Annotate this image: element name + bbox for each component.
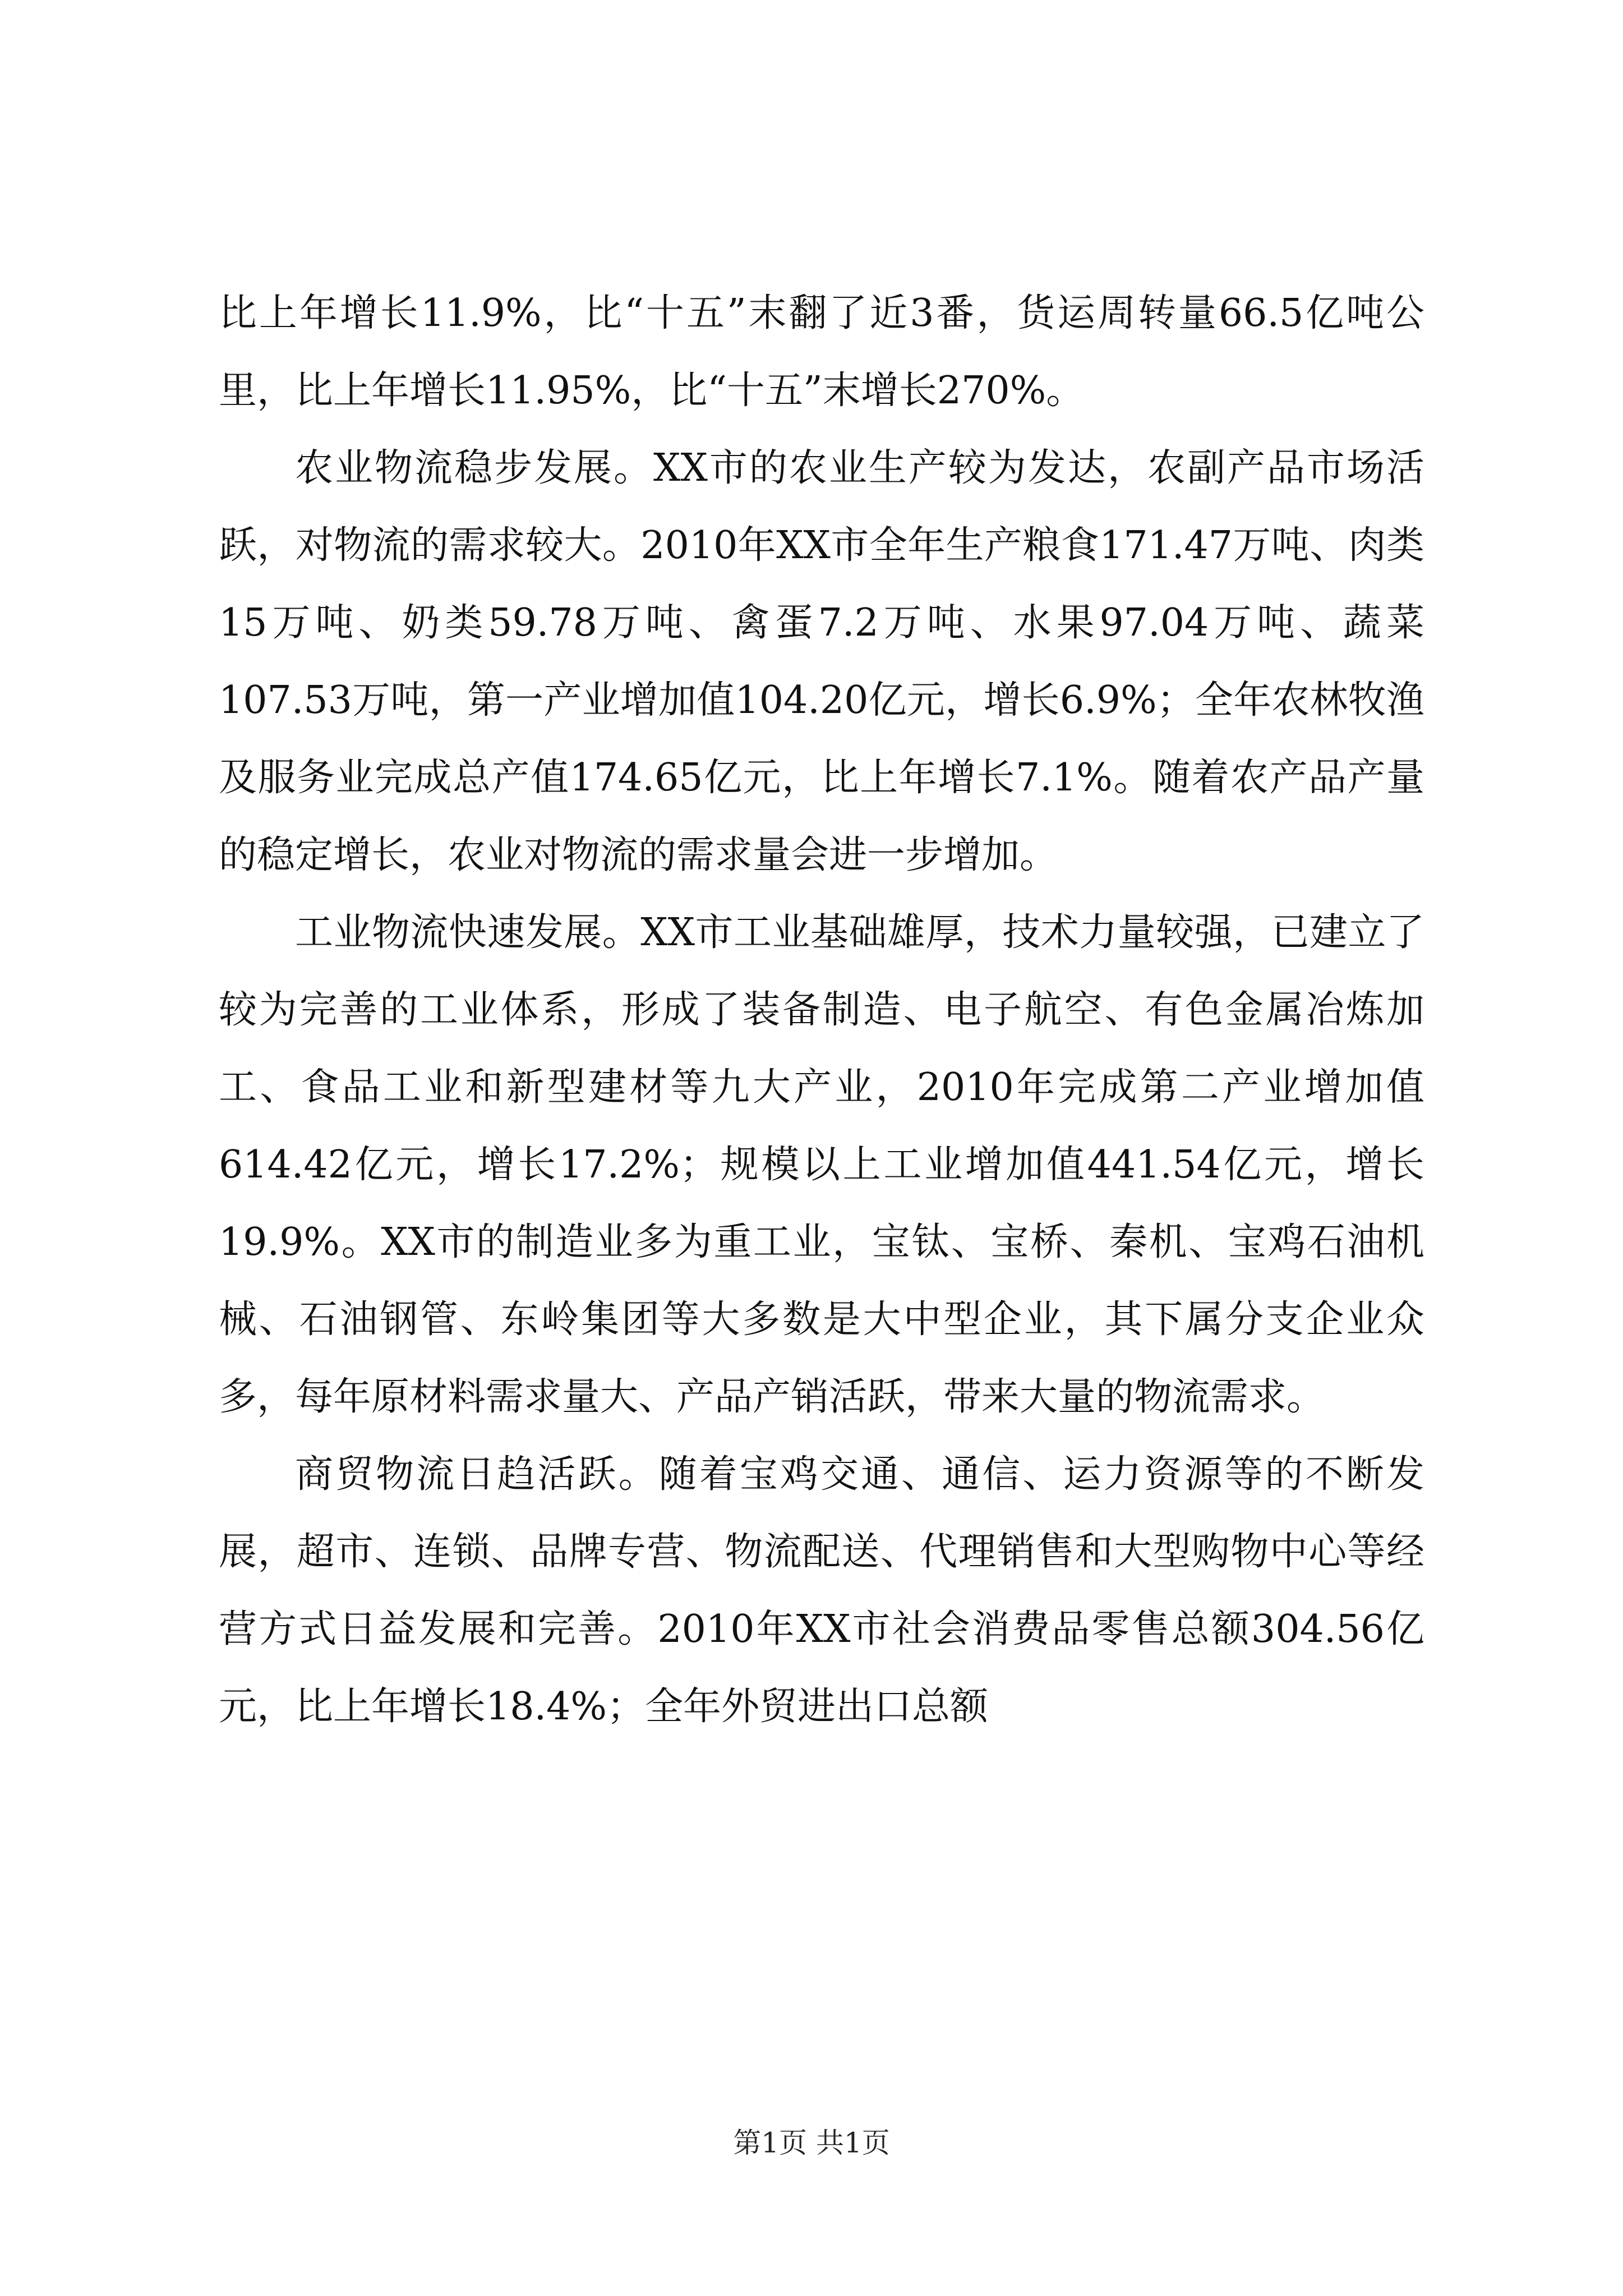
paragraph-3: 工业物流快速发展。XX市工业基础雄厚，技术力量较强，已建立了较为完善的工业体系，形成了装备制造、电子航空、有色金属冶炼加工、食品工业和新型建材等九大产业，2010年完成第二产业增加值614.42亿元，增长17.2%；规模以上工业增加值441.54亿元，增长19.9%。XX市的制造业多为重工业，宝钛、宝桥、秦机、宝鸡石油机械、石油钢管、东岭集团等大多数是大中型企业，其下属分支企业众多，每年原材料需求量大、产品产销活跃，带来大量的物流需求。 bbox=[219, 910, 1424, 1419]
page-footer: 第1页 共1页 bbox=[733, 2127, 890, 2159]
paragraph-1: 比上年增长11.9%，比“十五”末翻了近3番，货运周转量66.5亿吨公里，比上年增长11.95%，比“十五”末增长270%。 bbox=[219, 291, 1424, 413]
document-body bbox=[219, 275, 1424, 1746]
paragraph-4: 商贸物流日趋活跃。随着宝鸡交通、通信、运力资源等的不断发展，超市、连锁、品牌专营、物流配送、代理销售和大型购物中心等经营方式日益发展和完善。2010年XX市社会消费品零售总额304.56亿元，比上年增长18.4%；全年外贸进出口总额 bbox=[219, 1452, 1424, 1729]
paragraph-2: 农业物流稳步发展。XX市的农业生产较为发达，农副产品市场活跃，对物流的需求较大。2010年XX市全年生产粮食171.47万吨、肉类15万吨、奶类59.78万吨、禽蛋7.2万吨、水果97.04万吨、蔬菜107.53万吨，第一产业增加值104.20亿元，增长6.9%；全年农林牧渔及服务业完成总产值174.65亿元，比上年增长7.1%。随着农产品产量的稳定增长，农业对物流的需求量会进一步增加。 bbox=[219, 446, 1424, 877]
